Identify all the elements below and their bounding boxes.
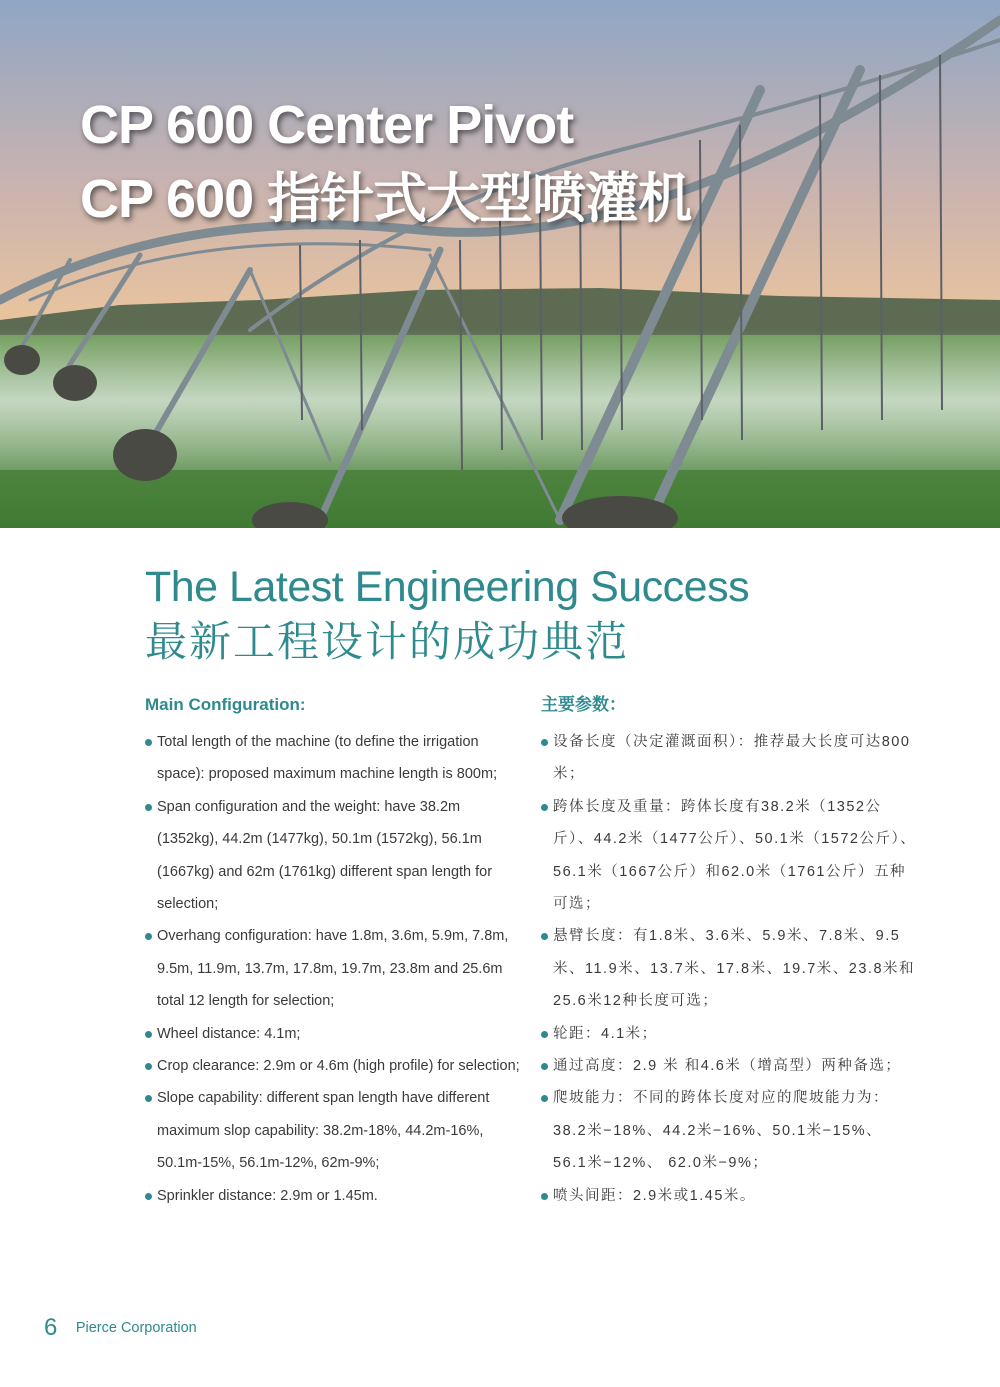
bullet-icon [145, 1031, 152, 1038]
english-configuration-heading: Main Configuration: [145, 695, 306, 714]
bullet-icon [541, 1063, 548, 1070]
list-item [145, 791, 525, 921]
hero-title [80, 88, 691, 236]
bullet-icon [541, 933, 548, 940]
list-item-text: Total length of the machine (to define the irrigation space): proposed maximum machine length is 800m; [157, 734, 498, 783]
hero-photo [0, 0, 1000, 528]
section-headline [145, 560, 749, 670]
bullet-icon [145, 739, 152, 746]
list-item [541, 1180, 921, 1212]
list-item-text: 轮距：4.1米； [553, 1025, 658, 1042]
bullet-icon [145, 1063, 152, 1070]
list-item-text: Sprinkler distance: 2.9m or 1.45m. [157, 1187, 378, 1204]
list-item-text: Slope capability: different span length have different maximum slop capability: 38.2m-18%, 44.2m-16%, 50.1m-15%, 56.1m-12%, 62m-9%; [157, 1090, 490, 1172]
list-item-text: 通过高度：2.9 米 和4.6米（增高型）两种备选； [553, 1058, 902, 1075]
list-item-text: 喷头间距：2.9米或1.45米。 [553, 1187, 756, 1204]
bullet-icon [541, 1031, 548, 1038]
list-item [145, 726, 525, 791]
hero-title-english: CP 600 Center Pivot [80, 95, 574, 155]
headline-chinese: 最新工程设计的成功典范 [145, 618, 630, 665]
hero-title-chinese: CP 600 指针式大型喷灌机 [80, 169, 692, 229]
bullet-icon [541, 804, 548, 811]
english-configuration-list [145, 726, 525, 1212]
chinese-configuration-list [541, 726, 921, 1212]
list-item [541, 1050, 921, 1082]
bullet-icon [145, 1193, 152, 1200]
list-item-text: 跨体长度及重量：跨体长度有38.2米（1352公斤）、44.2米（1477公斤）、50.1米（1572公斤）、56.1米（1667公斤）和62.0米（1761公斤）五种可选； [553, 798, 917, 913]
list-item-text: 悬臂长度：有1.8米、3.6米、5.9米、7.8米、9.5米、11.9米、13.7米、17.8米、19.7米、23.8米和25.6米12种长度可选； [553, 928, 916, 1010]
english-configuration-column [145, 692, 525, 1212]
chinese-configuration-heading: 主要参数： [541, 695, 626, 714]
list-item-text: Overhang configuration: have 1.8m, 3.6m, 5.9m, 7.8m, 9.5m, 11.9m, 13.7m, 17.8m, 19.7m, 23.8m and 25.6m total 12 length for selection; [157, 928, 509, 1010]
bullet-icon [541, 1193, 548, 1200]
center-pivot-irrigation-photo [0, 0, 1000, 528]
bullet-icon [145, 804, 152, 811]
bullet-icon [145, 933, 152, 940]
list-item-text: 爬坡能力：不同的跨体长度对应的爬坡能力为：38.2米−18%、44.2米−16%、50.1米−15%、 56.1米−12%、 62.0米−9%； [553, 1090, 889, 1172]
list-item [541, 920, 921, 1017]
list-item [145, 1082, 525, 1179]
list-item-text: 设备长度（决定灌溉面积）：推荐最大长度可达800米； [553, 734, 911, 783]
bullet-icon [145, 1095, 152, 1102]
list-item [145, 1018, 525, 1050]
list-item [541, 726, 921, 791]
company-name: Pierce Corporation [75, 1320, 197, 1336]
list-item-text: Wheel distance: 4.1m; [157, 1025, 301, 1042]
list-item [145, 1050, 525, 1082]
list-item [541, 1018, 921, 1050]
chinese-configuration-column [541, 692, 921, 1212]
page-footer [44, 1314, 197, 1342]
list-item [541, 1082, 921, 1179]
bullet-icon [541, 1095, 548, 1102]
list-item-text: Crop clearance: 2.9m or 4.6m (high profile) for selection; [157, 1058, 520, 1075]
page-number: 6 [44, 1314, 58, 1341]
headline-english: The Latest Engineering Success [145, 563, 750, 611]
list-item [541, 791, 921, 921]
list-item-text: Span configuration and the weight: have 38.2m (1352kg), 44.2m (1477kg), 50.1m (1572kg), 56.1m (1667kg) and 62m (1761kg) different span length for selection; [157, 798, 493, 913]
bullet-icon [541, 739, 548, 746]
list-item [145, 920, 525, 1017]
list-item [145, 1180, 525, 1212]
